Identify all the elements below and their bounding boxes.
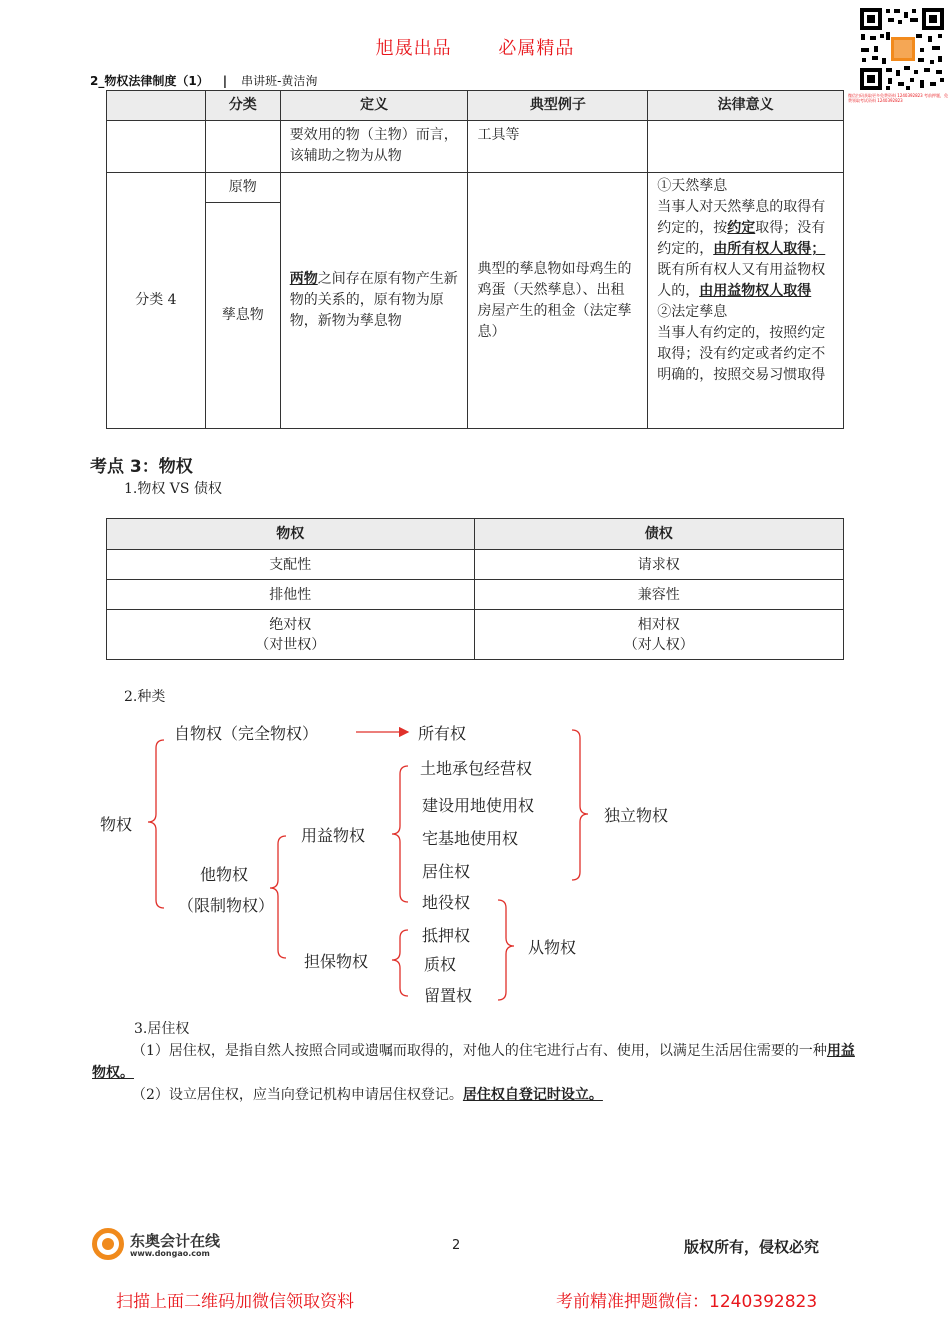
diagram-node: 土地承包经营权: [420, 759, 533, 778]
table-cell: 排他性: [107, 580, 475, 610]
banner-left: 旭晟出品: [375, 38, 452, 59]
table-header-cell: 债权: [474, 519, 844, 550]
table-header-cell: 物权: [107, 519, 475, 550]
diagram-node: 用益物权: [301, 826, 366, 845]
table-header-cell: [107, 91, 206, 121]
def-keyword: 两物: [289, 271, 318, 287]
table-row: [107, 550, 844, 580]
diagram-node: （限制物权）: [178, 896, 275, 915]
paragraph-emphasis: 用益物权。: [92, 1043, 855, 1081]
table-row: [107, 173, 844, 203]
subsection-title: 2.种类: [124, 689, 166, 705]
example-cell: 典型的孳息物如母鸡生的鸡蛋（天然孳息）、出租房屋产生的租金（法定孳息）: [468, 173, 648, 429]
table-header-cell: 分类: [205, 91, 280, 121]
category-cell: 分类 4: [107, 173, 206, 429]
table-header-row: [107, 519, 844, 550]
diagram-node: 建设用地使用权: [422, 796, 535, 815]
table-row: [107, 580, 844, 610]
empty-cell: [205, 121, 280, 173]
law-line: ②法定孳息: [657, 304, 728, 320]
cell-line: 相对权: [637, 616, 680, 633]
cell-line: 绝对权: [269, 616, 312, 633]
subsection-title: 3.居住权: [134, 1021, 190, 1037]
table-cell: 请求权: [474, 550, 844, 580]
diagram-node: 他物权: [200, 865, 249, 884]
classification-table: [106, 90, 844, 429]
diagram-node: 自物权（完全物权）: [174, 724, 319, 743]
table-cell: 兼容性: [474, 580, 844, 610]
law-keyword: 约定: [727, 220, 756, 236]
law-keyword: 由所有权人取得；: [713, 241, 826, 257]
table-header-cell: 定义: [280, 91, 468, 121]
empty-cell: [648, 121, 844, 173]
diagram-node: 抵押权: [422, 926, 471, 945]
qr-code: [858, 6, 946, 92]
doc-title: 2_物权法律制度（1）: [90, 74, 209, 88]
paragraph-text: （1）居住权，是指自然人按照合同或遗嘱而取得的，对他人的住宅进行占有、使用，以满足生活居住需要的一种: [132, 1043, 827, 1059]
definition-cell: [280, 173, 468, 429]
table-cell: 支配性: [107, 550, 475, 580]
diagram-node: 质权: [424, 955, 457, 974]
table-header-cell: 典型例子: [468, 91, 648, 121]
diagram-root: 物权: [100, 815, 133, 834]
property-rights-diagram: [90, 712, 850, 1012]
diagram-node: 独立物权: [604, 806, 669, 825]
diagram-node: 从物权: [528, 938, 577, 957]
dongao-logo: [92, 1226, 232, 1266]
law-text: 取得；没有约定的，: [657, 220, 826, 257]
diagram-node: 所有权: [418, 724, 467, 743]
table-row: [107, 121, 844, 173]
empty-cell: [107, 121, 206, 173]
table-cell: [474, 610, 844, 660]
logo-name: 东奥会计在线: [130, 1232, 221, 1250]
law-text: 既有所有权人又有用益物权人的，: [657, 262, 826, 299]
def-text: 之间存在原有物产生新物的关系的，原有物为原物，新物为孳息物: [289, 271, 458, 329]
law-keyword: 由用益物权人取得: [699, 283, 812, 299]
banner-right: 必属精品: [498, 38, 575, 59]
diagram-node: 居住权: [422, 862, 471, 881]
top-banner: [0, 34, 950, 60]
comparison-table: [106, 518, 844, 660]
law-line: ①天然孳息: [657, 178, 728, 194]
law-line: [657, 197, 834, 302]
course-name: 串讲班-黄洁洵: [241, 74, 318, 88]
paragraph-emphasis: 居住权自登记时设立。: [462, 1087, 603, 1103]
doc-header: [90, 72, 317, 89]
table-row: [107, 610, 844, 660]
paragraph-text: （2）设立居住权，应当向登记机构申请居住权登记。: [132, 1087, 463, 1103]
law-line: 当事人有约定的，按照约定取得；没有约定或者约定不明确的，按照交易习惯取得: [657, 325, 826, 383]
diagram-node: 担保物权: [304, 952, 369, 971]
cell-line: （对世权）: [255, 636, 326, 653]
example-cell: 工具等: [468, 121, 648, 173]
law-text: 当事人对天然孳息的取得有约定的，按: [657, 199, 826, 236]
paragraph: [92, 1040, 862, 1084]
subcategory-cell: 孳息物: [205, 203, 280, 429]
table-cell: [107, 610, 475, 660]
cell-line: （对人权）: [623, 636, 694, 653]
copyright-notice: 版权所有，侵权必究: [684, 1238, 820, 1256]
header-separator: |: [222, 74, 228, 88]
subcategory-cell: 原物: [205, 173, 280, 203]
bottom-left-promo: 扫描上面二维码加微信领取资料: [116, 1292, 354, 1312]
definition-cell: 要效用的物（主物）而言，该辅助之物为从物: [280, 121, 468, 173]
diagram-node: 留置权: [424, 986, 473, 1005]
logo-url: www.dongao.com: [130, 1249, 210, 1258]
diagram-node: 宅基地使用权: [422, 829, 519, 848]
logo-icon: [92, 1228, 124, 1260]
legal-meaning-cell: [648, 173, 844, 429]
qr-note: 微信扫码获取更多免费资料 1240392823 考前押题，免费领取考试资料 1240392823: [848, 93, 948, 103]
page-number: 2: [452, 1238, 461, 1253]
paragraph: [92, 1084, 862, 1106]
table-header-row: [107, 91, 844, 121]
section-heading: 考点 3：物权: [90, 457, 193, 477]
table-header-cell: 法律意义: [648, 91, 844, 121]
subsection-title: 1.物权 VS 债权: [124, 481, 222, 497]
bottom-right-promo: 考前精准押题微信：1240392823: [556, 1292, 818, 1312]
diagram-node: 地役权: [422, 893, 471, 912]
